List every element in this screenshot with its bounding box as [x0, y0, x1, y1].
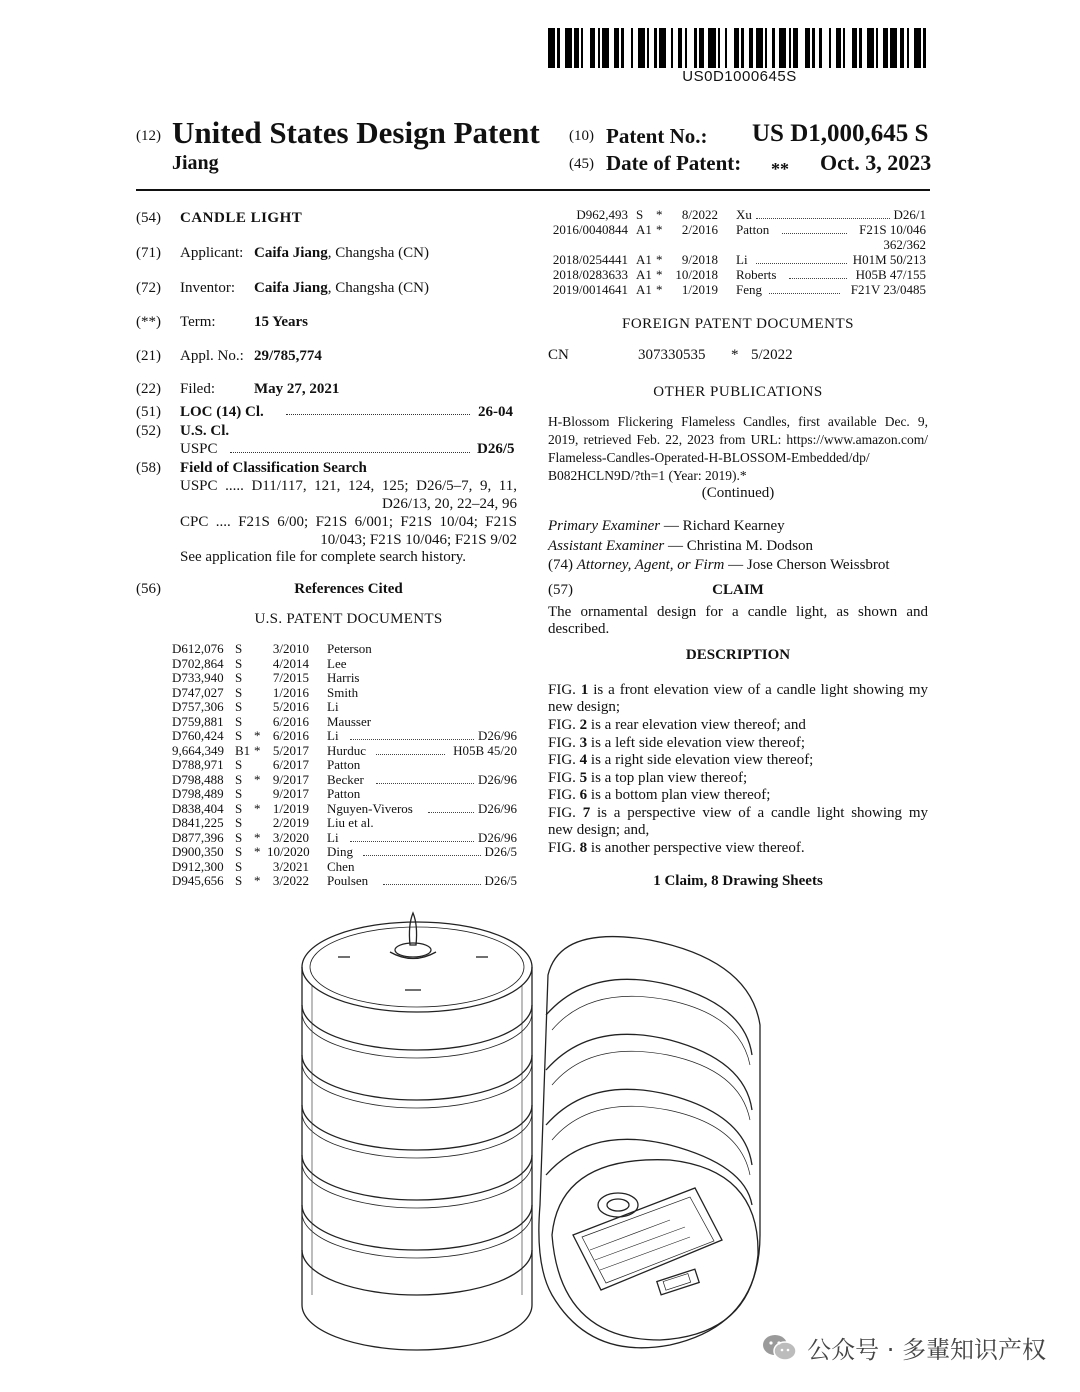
- figure-number: 6: [579, 787, 588, 803]
- desc-text: is a left side elevation view thereof;: [587, 735, 806, 751]
- attorney: [548, 557, 890, 574]
- code-term: (**): [136, 314, 161, 330]
- ref-number: D757,306: [172, 699, 224, 714]
- other-publication-entry: [548, 413, 928, 485]
- description-line: [548, 682, 928, 700]
- ref-name: Becker: [327, 771, 364, 787]
- ref-date: 6/2016: [272, 713, 309, 729]
- inventor-name: Caifa Jiang: [254, 280, 328, 296]
- code-56: (56): [136, 581, 161, 597]
- watermark: [761, 1330, 1046, 1365]
- inventor-value: [254, 280, 429, 297]
- candle-light-drawing: [290, 905, 780, 1365]
- foreign-date: 5/2022: [751, 347, 793, 363]
- field-cpc-line-2: 10/043; F21S 10/046; F21S 9/02: [320, 532, 517, 548]
- attorney-label: Attorney, Agent, or Firm: [576, 557, 725, 573]
- uspc-label: USPC: [180, 441, 218, 457]
- desc-text: is a front elevation view of a candle light showing my: [588, 682, 928, 698]
- ref-class: D26/5: [484, 844, 517, 859]
- ref-number: D612,076: [172, 641, 224, 656]
- desc-prefix: FIG.: [548, 805, 583, 821]
- description-line: [548, 840, 805, 858]
- ref-number: 2016/0040844: [552, 222, 628, 237]
- desc-prefix: FIG.: [548, 682, 581, 698]
- desc-text: is a rear elevation view thereof; and: [587, 717, 806, 733]
- loc-leader: [286, 414, 470, 415]
- filed-label: Filed:: [180, 381, 216, 397]
- kind-code-12: (12): [136, 128, 161, 144]
- code-57: (57): [548, 582, 573, 598]
- ref-date: 3/2021: [272, 858, 309, 874]
- description-line: [548, 805, 928, 823]
- figure-number: 4: [579, 752, 588, 768]
- ref-number: D798,488: [172, 771, 224, 787]
- figure-number: 1: [580, 682, 589, 698]
- ref-class: D26/96: [478, 800, 517, 816]
- applicant-location: , Changsha (CN): [327, 245, 430, 261]
- ref-kind: S: [235, 728, 243, 743]
- desc-text: is a right side elevation view thereof;: [587, 752, 814, 768]
- ref-date: 1/2019: [272, 800, 309, 816]
- ref-star: *: [656, 222, 663, 237]
- ref-kind: S: [235, 858, 243, 874]
- ref-name: Feng: [736, 282, 762, 297]
- ref-class: F21V 23/0485: [850, 282, 926, 297]
- description-line: [548, 770, 747, 788]
- ref-number: D760,424: [172, 728, 224, 743]
- uspc-leader: [230, 452, 470, 453]
- us-patent-documents-title: U.S. PATENT DOCUMENTS: [254, 611, 443, 627]
- desc-prefix: new design; and,: [548, 822, 650, 838]
- ref-kind: S: [235, 699, 243, 714]
- barcode: [548, 28, 931, 68]
- field-uspc-line-2: D26/13, 20, 22–24, 96: [382, 496, 517, 512]
- ref-date: 8/2022: [681, 207, 718, 222]
- description-line: [548, 822, 649, 840]
- desc-text: is a top plan view thereof;: [587, 770, 748, 786]
- ref-name: Peterson: [327, 641, 372, 656]
- desc-prefix: FIG.: [548, 717, 580, 733]
- ref-star: *: [254, 829, 261, 845]
- assistant-examiner-name: — Christina M. Dodson: [664, 538, 814, 554]
- ref-date: 7/2015: [272, 670, 309, 685]
- ref-kind: S: [235, 771, 243, 787]
- desc-prefix: FIG.: [548, 840, 580, 856]
- ref-star: *: [254, 742, 261, 758]
- ref-kind: A1: [636, 222, 652, 237]
- date-of-patent-label: Date of Patent:: [606, 151, 742, 175]
- description-line: [548, 699, 620, 717]
- ref-star: *: [656, 252, 663, 267]
- ref-name: Lee: [327, 655, 347, 671]
- ref-star: *: [656, 282, 663, 297]
- ref-date: 4/2014: [272, 655, 309, 671]
- candle-bottom-perspective-view: [539, 937, 760, 1348]
- ref-name: Xu: [736, 207, 752, 222]
- desc-text: is another perspective view thereof.: [587, 840, 805, 856]
- ref-name: Li: [327, 829, 339, 845]
- ref-kind: S: [235, 655, 243, 671]
- document-type-title: United States Design Patent: [172, 115, 540, 150]
- ref-kind: S: [235, 873, 243, 888]
- claims-sheets-summary: 1 Claim, 8 Drawing Sheets: [653, 873, 823, 889]
- ref-kind: S: [235, 815, 243, 830]
- ref-number: D702,864: [172, 655, 224, 671]
- term-label: Term:: [180, 314, 216, 330]
- ref-number: D912,300: [172, 858, 224, 874]
- ref-date: 3/2020: [272, 829, 309, 845]
- field-search-note: See application file for complete search history.: [180, 549, 467, 565]
- ref-class: F21S 10/046: [859, 222, 926, 237]
- claim-title: CLAIM: [712, 582, 764, 598]
- patent-number: US D1,000,645 S: [752, 120, 929, 147]
- ref-date: 2/2016: [681, 222, 718, 237]
- ref-kind: S: [235, 844, 243, 859]
- code-74: (74): [548, 557, 573, 573]
- ref-date: 3/2022: [272, 873, 309, 888]
- applicant-value: [254, 245, 429, 262]
- date-mark: **: [771, 159, 789, 179]
- patent-no-label: Patent No.:: [606, 124, 708, 148]
- loc-label: LOC (14) Cl.: [180, 404, 264, 420]
- code-71: (71): [136, 245, 161, 261]
- ref-name: Patton: [327, 757, 361, 772]
- figure-number: 7: [582, 805, 591, 821]
- ref-number: 9,664,349: [172, 742, 224, 758]
- ref-kind: A1: [636, 252, 652, 267]
- figure-number: 5: [579, 770, 588, 786]
- ref-kind: S: [235, 786, 243, 801]
- ref-date: 10/2020: [267, 844, 310, 859]
- foreign-number: 307330535: [638, 347, 706, 363]
- code-72: (72): [136, 280, 161, 296]
- field-uspc-line-1: USPC ..... D11/117, 121, 124, 125; D26/5–7, 9, 11,: [180, 478, 517, 494]
- wechat-icon: [761, 1333, 797, 1363]
- ref-star: *: [254, 873, 261, 888]
- barcode-number: US0D1000645S: [682, 68, 797, 85]
- ref-star: *: [254, 728, 261, 743]
- code-45: (45): [569, 156, 594, 172]
- ref-number: D788,971: [172, 757, 224, 772]
- ref-number: D877,396: [172, 829, 224, 845]
- ref-class: D26/96: [478, 771, 517, 787]
- ref-kind: S: [235, 713, 243, 729]
- ref-name: Roberts: [736, 267, 777, 282]
- ref-date: 9/2017: [272, 771, 309, 787]
- ref-number: 2018/0283633: [552, 267, 628, 282]
- ref-name: Poulsen: [327, 873, 369, 888]
- figure-number: 2: [579, 717, 588, 733]
- code-52: (52): [136, 423, 161, 439]
- title-of-design: CANDLE LIGHT: [180, 210, 303, 226]
- desc-prefix: FIG.: [548, 735, 580, 751]
- ref-class: H01M 50/213: [852, 252, 926, 267]
- other-pub-line: 2019, retrieved Feb. 22, 2023 from URL: https://www.amazon.com/: [548, 432, 928, 447]
- ref-class: H05B 45/20: [453, 742, 517, 758]
- applicant-name: Caifa Jiang: [254, 245, 328, 261]
- patent-date: Oct. 3, 2023: [820, 150, 932, 175]
- other-publications-title: OTHER PUBLICATIONS: [653, 384, 823, 400]
- ref-number: D945,656: [172, 873, 224, 888]
- ref-star: *: [656, 267, 663, 282]
- header-rule: [136, 189, 930, 191]
- ref-number: 2019/0014641: [552, 282, 628, 297]
- ref-class-secondary: 362/362: [883, 237, 926, 252]
- ref-date: 5/2016: [272, 699, 309, 714]
- continued-note: (Continued): [701, 485, 775, 501]
- attorney-name: — Jose Cherson Weissbrot: [724, 557, 890, 573]
- loc-value: 26-04: [478, 404, 513, 420]
- foreign-country: CN: [548, 347, 569, 363]
- filed-value: May 27, 2021: [254, 381, 340, 397]
- description-line: [548, 717, 806, 735]
- ref-date: 5/2017: [272, 742, 309, 758]
- ref-kind: B1: [235, 742, 251, 758]
- appl-no-label: Appl. No.:: [180, 348, 244, 364]
- code-21: (21): [136, 348, 161, 364]
- candle-front-view: [302, 913, 532, 1350]
- ref-name: Li: [736, 252, 748, 267]
- assistant-examiner-label: Assistant Examiner: [548, 538, 665, 554]
- foreign-star: *: [731, 347, 739, 363]
- desc-prefix: new design;: [548, 699, 621, 715]
- ref-class: D26/96: [478, 728, 517, 743]
- ref-date: 6/2016: [272, 728, 309, 743]
- ref-date: 1/2016: [272, 684, 309, 700]
- inventor-label: Inventor:: [180, 280, 235, 296]
- other-pub-line: Flameless-Candles-Operated-H-BLOSSOM-Embedded/dp/: [548, 450, 870, 465]
- desc-text: is a perspective view of a candle light showing my: [590, 805, 929, 821]
- ref-star: *: [254, 844, 261, 859]
- ref-name: Harris: [327, 670, 360, 685]
- ref-kind: S: [235, 800, 243, 816]
- code-22: (22): [136, 381, 161, 397]
- term-value: 15 Years: [254, 314, 309, 330]
- uspc-value: D26/5: [477, 441, 515, 457]
- ref-number: D841,225: [172, 815, 224, 830]
- ref-number: D798,489: [172, 786, 224, 801]
- ref-star: *: [254, 771, 261, 787]
- claim-text-line-1: The ornamental design for a candle light, as shown and: [548, 604, 928, 620]
- ref-name: Chen: [327, 858, 355, 874]
- ref-star: *: [656, 207, 663, 222]
- ref-kind: A1: [636, 282, 652, 297]
- desc-prefix: FIG.: [548, 770, 580, 786]
- watermark-text: 公众号 · 多輩知识产权: [807, 1336, 1046, 1364]
- primary-examiner: [548, 518, 785, 535]
- desc-prefix: FIG.: [548, 752, 580, 768]
- ref-class: D26/1: [893, 207, 926, 222]
- inventor-surname: Jiang: [172, 152, 219, 174]
- ref-name: Patton: [327, 786, 361, 801]
- figure-number: 8: [579, 840, 588, 856]
- ref-name: Mausser: [327, 713, 372, 729]
- ref-kind: S: [235, 829, 243, 845]
- ref-name: Hurduc: [327, 742, 366, 758]
- ref-number: D838,404: [172, 800, 224, 816]
- applicant-label: Applicant:: [180, 245, 244, 261]
- ref-number: D962,493: [576, 207, 628, 222]
- inventor-location: , Changsha (CN): [327, 280, 430, 296]
- ref-name: Li: [327, 699, 339, 714]
- desc-prefix: FIG.: [548, 787, 580, 803]
- ref-name: Smith: [327, 684, 359, 700]
- ref-name: Nguyen-Viveros: [327, 800, 413, 816]
- ref-name: Patton: [736, 222, 770, 237]
- ref-number: D900,350: [172, 844, 224, 859]
- figure-number: 3: [579, 735, 588, 751]
- desc-text: is a bottom plan view thereof;: [587, 787, 771, 803]
- assistant-examiner: [548, 538, 813, 555]
- ref-kind: S: [235, 670, 243, 685]
- ref-class: D26/96: [478, 829, 517, 845]
- description-line: [548, 735, 805, 753]
- claim-text-line-2: described.: [548, 621, 610, 637]
- ref-date: 10/2018: [675, 267, 718, 282]
- ref-kind: S: [636, 207, 644, 222]
- ref-date: 9/2018: [681, 252, 718, 267]
- references-cited-title: References Cited: [294, 581, 403, 597]
- description-line: [548, 787, 770, 805]
- other-pub-line: B082HCLN9D/?th=1 (Year: 2019).*: [548, 468, 747, 483]
- appl-no-value: 29/785,774: [254, 348, 322, 364]
- ref-kind: A1: [636, 267, 652, 282]
- ref-date: 9/2017: [272, 786, 309, 801]
- ref-date: 3/2010: [272, 641, 309, 656]
- ref-date: 6/2017: [272, 757, 309, 772]
- primary-examiner-label: Primary Examiner: [548, 518, 661, 534]
- code-51: (51): [136, 404, 161, 420]
- code-54: (54): [136, 210, 161, 226]
- code-10: (10): [569, 128, 594, 144]
- ref-number: D759,881: [172, 713, 224, 729]
- ref-date: 1/2019: [681, 282, 718, 297]
- ref-name: Li: [327, 728, 339, 743]
- us-cl-label: U.S. Cl.: [180, 423, 230, 439]
- ref-kind: S: [235, 684, 243, 700]
- ref-name: Ding: [327, 844, 353, 859]
- ref-star: *: [254, 800, 261, 816]
- ref-name: Liu et al.: [327, 815, 374, 830]
- description-title: DESCRIPTION: [685, 647, 791, 663]
- ref-date: 2/2019: [272, 815, 309, 830]
- description-line: [548, 752, 813, 770]
- ref-class: D26/5: [484, 873, 517, 888]
- ref-class: H05B 47/155: [855, 267, 926, 282]
- field-search-label: Field of Classification Search: [180, 460, 367, 476]
- ref-kind: S: [235, 641, 243, 656]
- ref-number: 2018/0254441: [552, 252, 628, 267]
- field-cpc-line-1: CPC .... F21S 6/00; F21S 6/001; F21S 10/04; F21S: [180, 514, 517, 530]
- primary-examiner-name: — Richard Kearney: [660, 518, 785, 534]
- ref-number: D747,027: [172, 684, 224, 700]
- foreign-docs-title: FOREIGN PATENT DOCUMENTS: [621, 316, 855, 332]
- other-pub-line: H-Blossom Flickering Flameless Candles, first available Dec. 9,: [548, 414, 928, 429]
- code-58: (58): [136, 460, 161, 476]
- ref-number: D733,940: [172, 670, 224, 685]
- ref-kind: S: [235, 757, 243, 772]
